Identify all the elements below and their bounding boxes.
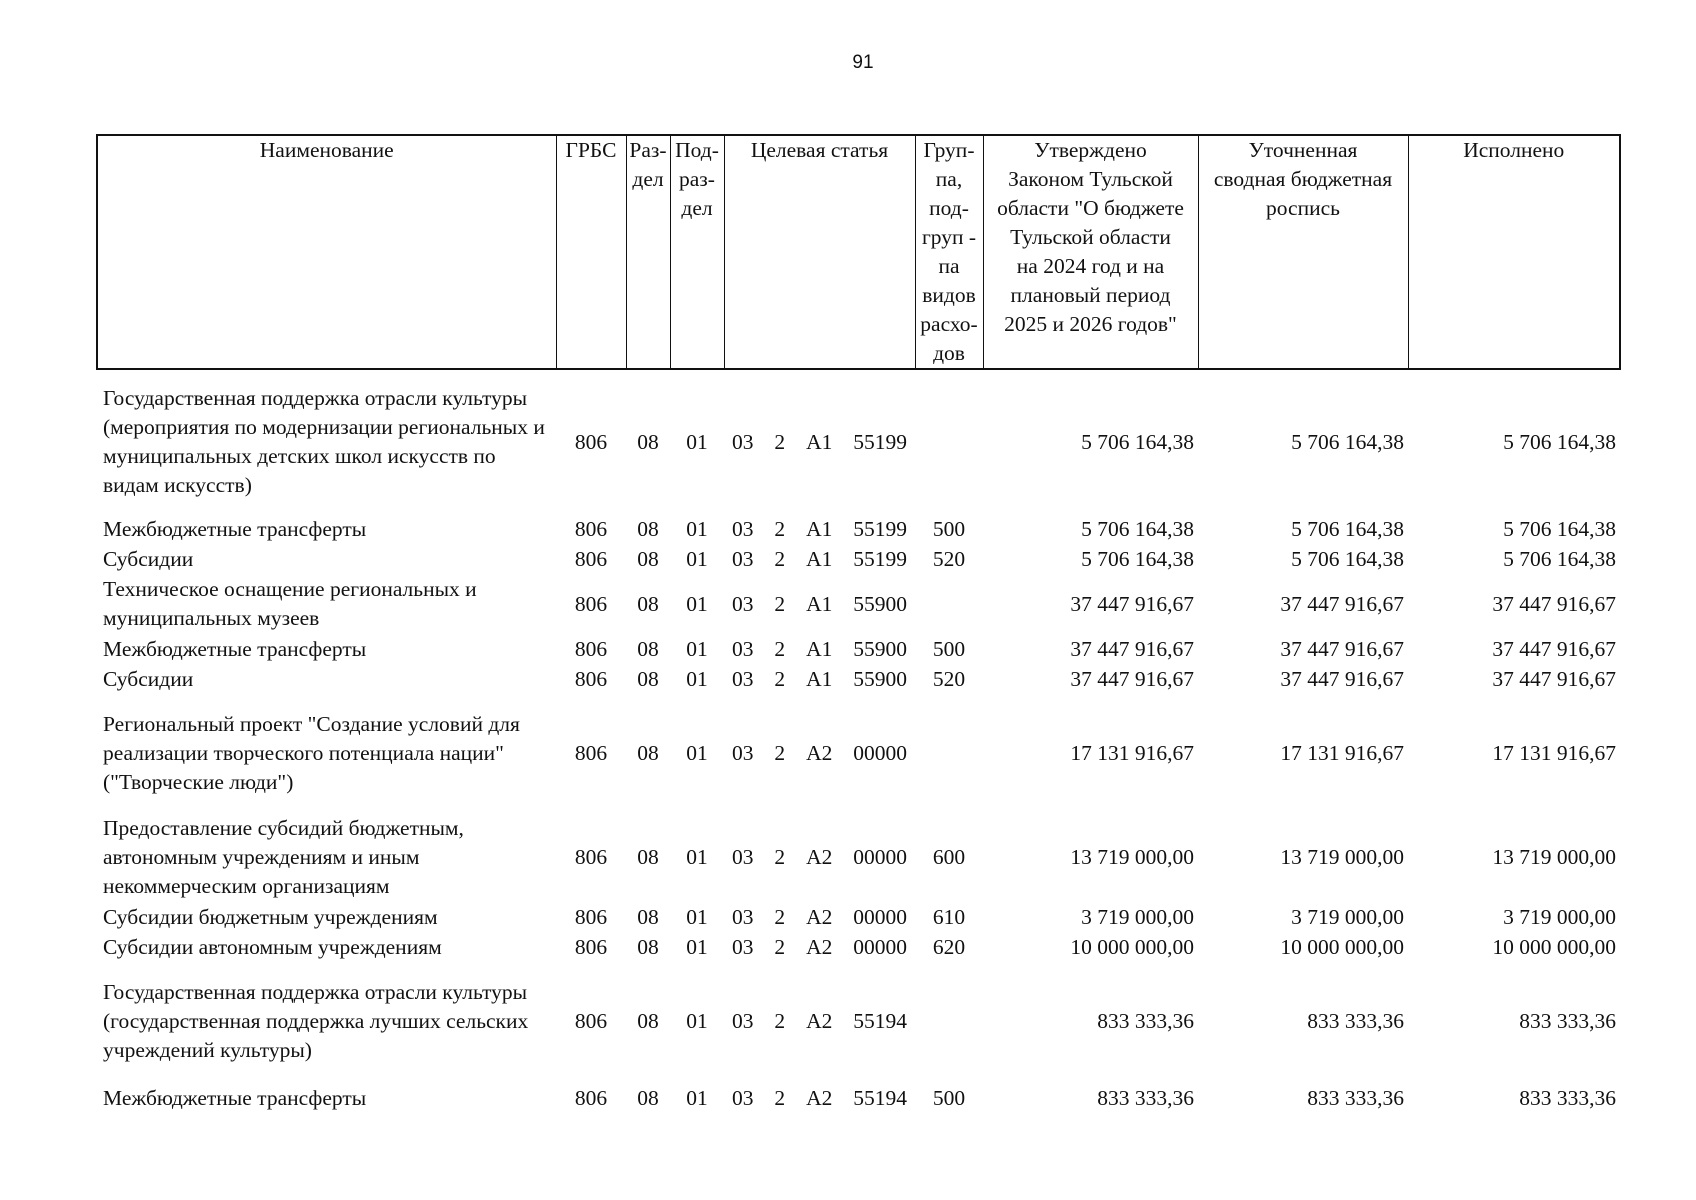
row-group: 500 <box>932 1085 966 1110</box>
ts-program: 03 <box>732 666 754 691</box>
ts-project: А1 <box>806 429 833 454</box>
ts-subprogram: 2 <box>774 429 786 454</box>
table-row <box>97 634 1620 664</box>
row-razdel: 08 <box>637 844 659 869</box>
row-podrazdel: 01 <box>686 1008 708 1033</box>
ts-program: 03 <box>732 934 754 959</box>
row-podrazdel: 01 <box>686 636 708 661</box>
budget-table <box>96 134 1621 1116</box>
row-grbs: 806 <box>574 666 608 691</box>
row-podrazdel: 01 <box>686 429 708 454</box>
header-name: Наименование <box>97 135 556 369</box>
row-group: 620 <box>932 934 966 959</box>
ts-program: 03 <box>732 636 754 661</box>
row-group: 610 <box>932 904 966 929</box>
table-row <box>97 514 1620 544</box>
ts-project: А2 <box>806 1008 833 1033</box>
table-row <box>97 932 1620 962</box>
ts-program: 03 <box>732 546 754 571</box>
row-executed: 37 447 916,67 <box>1492 636 1616 661</box>
ts-subprogram: 2 <box>774 934 786 959</box>
row-approved: 5 706 164,38 <box>1081 516 1194 541</box>
row-executed: 5 706 164,38 <box>1503 546 1616 571</box>
ts-direction: 55900 <box>853 666 907 691</box>
ts-program: 03 <box>732 516 754 541</box>
row-refined: 5 706 164,38 <box>1291 516 1404 541</box>
row-podrazdel: 01 <box>686 546 708 571</box>
row-razdel: 08 <box>637 934 659 959</box>
row-refined: 5 706 164,38 <box>1291 546 1404 571</box>
row-refined: 17 131 916,67 <box>1280 740 1404 765</box>
ts-program: 03 <box>732 904 754 929</box>
ts-program: 03 <box>732 740 754 765</box>
row-target <box>724 514 915 544</box>
row-podrazdel: 01 <box>686 516 708 541</box>
row-name: Субсидии <box>103 666 194 691</box>
row-executed: 13 719 000,00 <box>1492 844 1616 869</box>
row-name: Межбюджетные трансферты <box>103 1085 367 1110</box>
row-executed: 833 333,36 <box>1519 1085 1616 1110</box>
row-grbs: 806 <box>574 546 608 571</box>
row-approved: 5 706 164,38 <box>1081 546 1194 571</box>
row-name: Межбюджетные трансферты <box>103 636 367 661</box>
row-grbs: 806 <box>574 429 608 454</box>
row-refined: 10 000 000,00 <box>1280 934 1404 959</box>
row-group <box>915 369 983 514</box>
row-group: 520 <box>932 546 966 571</box>
table-row <box>97 902 1620 932</box>
header-refined: Уточненная сводная бюджетная роспись <box>1198 135 1408 369</box>
row-approved: 37 447 916,67 <box>1070 591 1194 616</box>
row-approved: 10 000 000,00 <box>1070 934 1194 959</box>
header-executed: Исполнено <box>1408 135 1620 369</box>
ts-project: А1 <box>806 591 833 616</box>
row-refined: 37 447 916,67 <box>1280 666 1404 691</box>
row-razdel: 08 <box>637 666 659 691</box>
row-grbs: 806 <box>574 934 608 959</box>
row-group <box>915 574 983 634</box>
ts-direction: 55900 <box>853 636 907 661</box>
ts-subprogram: 2 <box>774 516 786 541</box>
table-row <box>97 369 1620 514</box>
row-podrazdel: 01 <box>686 904 708 929</box>
row-group: 520 <box>932 666 966 691</box>
row-refined: 37 447 916,67 <box>1280 591 1404 616</box>
row-executed: 3 719 000,00 <box>1503 904 1616 929</box>
row-approved: 37 447 916,67 <box>1070 666 1194 691</box>
header-group: Груп- па, под- груп - па видов расхо- дов <box>915 135 983 369</box>
ts-direction: 55199 <box>853 516 907 541</box>
row-target <box>724 812 915 902</box>
row-refined: 5 706 164,38 <box>1291 429 1404 454</box>
row-target <box>724 574 915 634</box>
row-podrazdel: 01 <box>686 934 708 959</box>
header-podrazdel: Под- раз- дел <box>670 135 724 369</box>
row-approved: 37 447 916,67 <box>1070 636 1194 661</box>
header-row <box>97 135 1620 369</box>
row-name: Межбюджетные трансферты <box>103 516 367 541</box>
ts-subprogram: 2 <box>774 844 786 869</box>
row-target <box>724 1080 915 1116</box>
row-executed: 5 706 164,38 <box>1503 516 1616 541</box>
row-target <box>724 962 915 1080</box>
row-target <box>724 902 915 932</box>
row-group <box>915 962 983 1080</box>
row-group: 500 <box>932 516 966 541</box>
row-name: Субсидии бюджетным учреждениям <box>103 904 438 929</box>
row-grbs: 806 <box>574 904 608 929</box>
row-executed: 5 706 164,38 <box>1503 429 1616 454</box>
row-razdel: 08 <box>637 740 659 765</box>
ts-direction: 00000 <box>853 844 907 869</box>
row-grbs: 806 <box>574 844 608 869</box>
row-executed: 37 447 916,67 <box>1492 591 1616 616</box>
row-grbs: 806 <box>574 1008 608 1033</box>
row-name: Техническое оснащение региональных и муниципальных музеев <box>103 577 477 630</box>
header-target: Целевая статья <box>724 135 915 369</box>
row-podrazdel: 01 <box>686 1085 708 1110</box>
row-executed: 17 131 916,67 <box>1492 740 1616 765</box>
ts-direction: 00000 <box>853 934 907 959</box>
row-approved: 833 333,36 <box>1097 1008 1194 1033</box>
row-name: Субсидии автономным учреждениям <box>103 934 442 959</box>
row-razdel: 08 <box>637 904 659 929</box>
table-row <box>97 812 1620 902</box>
ts-subprogram: 2 <box>774 740 786 765</box>
row-group <box>915 694 983 812</box>
row-podrazdel: 01 <box>686 591 708 616</box>
ts-project: А1 <box>806 516 833 541</box>
row-target <box>724 694 915 812</box>
table-row <box>97 544 1620 574</box>
row-approved: 5 706 164,38 <box>1081 429 1194 454</box>
row-refined: 833 333,36 <box>1307 1008 1404 1033</box>
ts-program: 03 <box>732 844 754 869</box>
row-target <box>724 369 915 514</box>
row-refined: 13 719 000,00 <box>1280 844 1404 869</box>
ts-project: А1 <box>806 636 833 661</box>
ts-project: А2 <box>806 740 833 765</box>
ts-direction: 55199 <box>853 429 907 454</box>
table-row <box>97 962 1620 1080</box>
ts-direction: 00000 <box>853 740 907 765</box>
row-name: Предоставление субсидий бюджетным, автономным учреждениям и иным некоммерческим организациям <box>103 815 464 898</box>
ts-direction: 55194 <box>853 1008 907 1033</box>
ts-direction: 55194 <box>853 1085 907 1110</box>
row-executed: 833 333,36 <box>1519 1008 1616 1033</box>
header-razdel: Раз- дел <box>626 135 670 369</box>
row-razdel: 08 <box>637 516 659 541</box>
ts-program: 03 <box>732 429 754 454</box>
ts-project: А2 <box>806 934 833 959</box>
row-executed: 10 000 000,00 <box>1492 934 1616 959</box>
row-name: Государственная поддержка отрасли культуры (государственная поддержка лучших сельских учреждений культуры) <box>103 979 529 1062</box>
ts-project: А1 <box>806 666 833 691</box>
row-target <box>724 544 915 574</box>
row-target <box>724 634 915 664</box>
row-grbs: 806 <box>574 591 608 616</box>
row-approved: 17 131 916,67 <box>1070 740 1194 765</box>
ts-project: А1 <box>806 546 833 571</box>
row-razdel: 08 <box>637 636 659 661</box>
ts-direction: 55900 <box>853 591 907 616</box>
header-approved: Утверждено Законом Тульской области "О бюджете Тульской области на 2024 год и на плановый период 2025 и 2026 годов" <box>983 135 1198 369</box>
ts-subprogram: 2 <box>774 904 786 929</box>
ts-program: 03 <box>732 1085 754 1110</box>
row-refined: 37 447 916,67 <box>1280 636 1404 661</box>
row-refined: 833 333,36 <box>1307 1085 1404 1110</box>
row-grbs: 806 <box>574 1085 608 1110</box>
row-name: Субсидии <box>103 546 194 571</box>
ts-direction: 55199 <box>853 546 907 571</box>
row-razdel: 08 <box>637 1008 659 1033</box>
row-group: 500 <box>932 636 966 661</box>
ts-subprogram: 2 <box>774 636 786 661</box>
table-row <box>97 1080 1620 1116</box>
row-grbs: 806 <box>574 516 608 541</box>
ts-subprogram: 2 <box>774 1008 786 1033</box>
row-approved: 3 719 000,00 <box>1081 904 1194 929</box>
row-group: 600 <box>932 844 966 869</box>
ts-direction: 00000 <box>853 904 907 929</box>
row-razdel: 08 <box>637 591 659 616</box>
row-grbs: 806 <box>574 636 608 661</box>
table-row <box>97 574 1620 634</box>
row-approved: 13 719 000,00 <box>1070 844 1194 869</box>
ts-project: А2 <box>806 904 833 929</box>
row-podrazdel: 01 <box>686 740 708 765</box>
row-razdel: 08 <box>637 429 659 454</box>
ts-program: 03 <box>732 591 754 616</box>
row-razdel: 08 <box>637 546 659 571</box>
ts-subprogram: 2 <box>774 591 786 616</box>
row-name: Региональный проект "Создание условий для реализации творческого потенциала нации" ("Творческие люди") <box>103 711 520 794</box>
table-row <box>97 694 1620 812</box>
row-refined: 3 719 000,00 <box>1291 904 1404 929</box>
table-row <box>97 664 1620 694</box>
ts-project: А2 <box>806 844 833 869</box>
ts-program: 03 <box>732 1008 754 1033</box>
row-approved: 833 333,36 <box>1097 1085 1194 1110</box>
row-executed: 37 447 916,67 <box>1492 666 1616 691</box>
ts-subprogram: 2 <box>774 666 786 691</box>
page-number: 91 <box>852 52 874 73</box>
ts-subprogram: 2 <box>774 546 786 571</box>
row-podrazdel: 01 <box>686 844 708 869</box>
row-target <box>724 664 915 694</box>
row-grbs: 806 <box>574 740 608 765</box>
row-podrazdel: 01 <box>686 666 708 691</box>
ts-project: А2 <box>806 1085 833 1110</box>
ts-subprogram: 2 <box>774 1085 786 1110</box>
row-name: Государственная поддержка отрасли культуры (мероприятия по модернизации региональных и муниципальных детских школ искусств по видам искусств) <box>103 386 545 497</box>
row-target <box>724 932 915 962</box>
row-razdel: 08 <box>637 1085 659 1110</box>
header-grbs: ГРБС <box>556 135 626 369</box>
